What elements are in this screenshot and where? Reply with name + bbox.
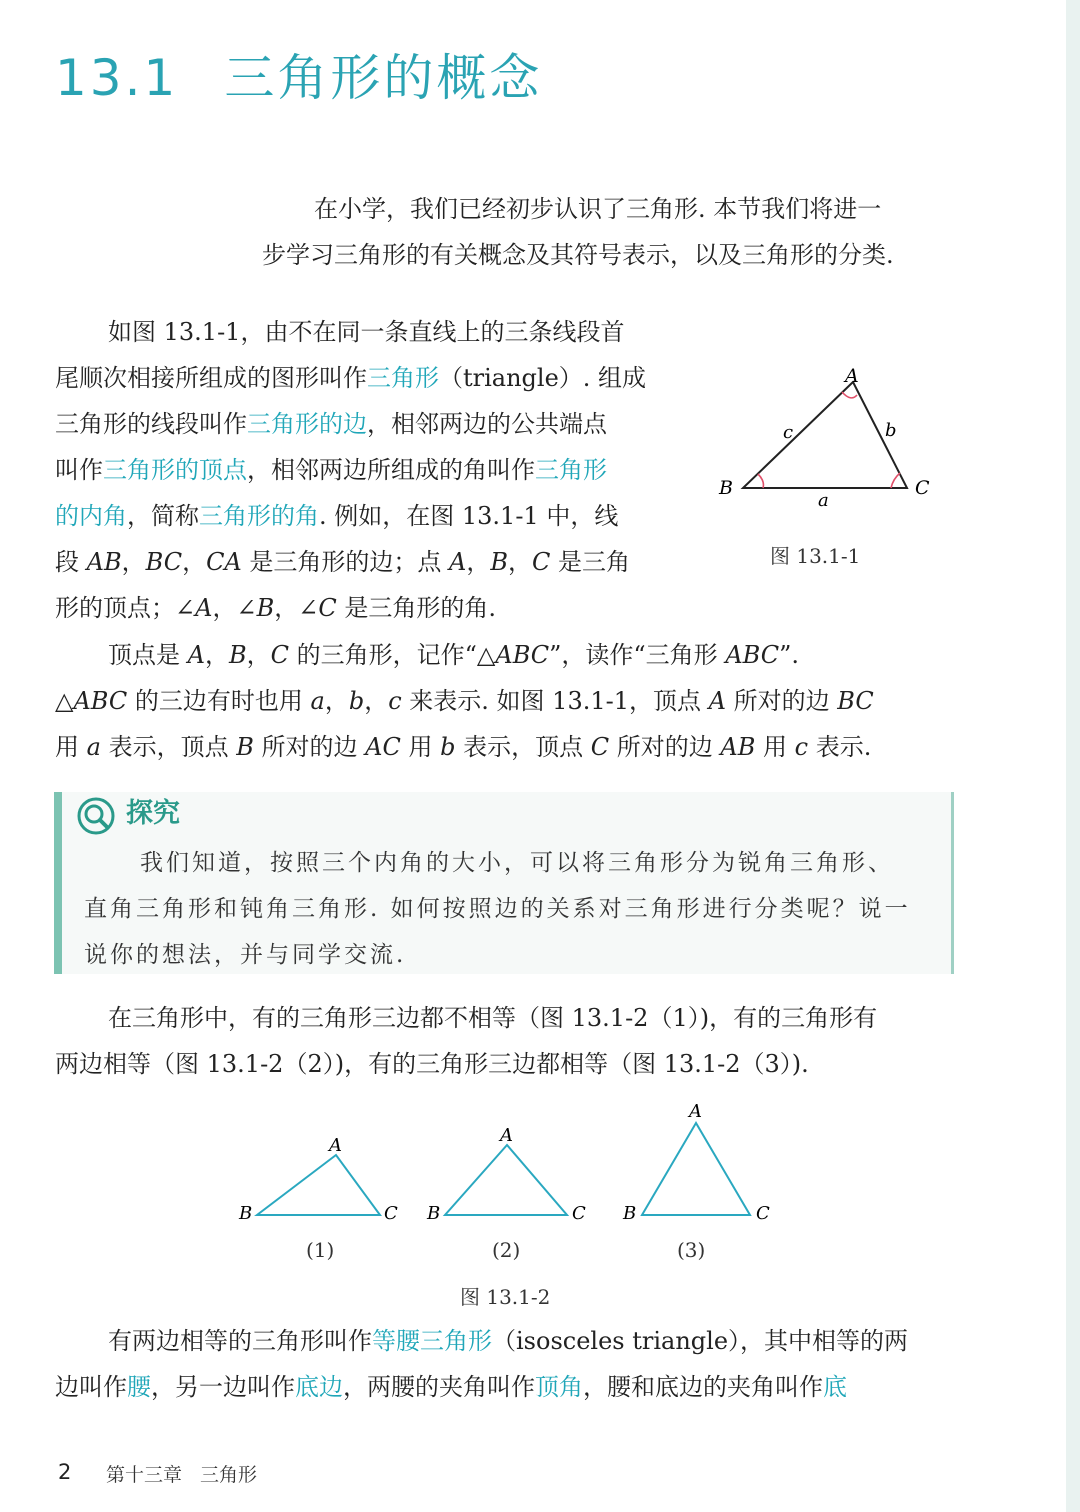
p1-line-1: 如图 13.1-1，由不在同一条直线上的三条线段首: [108, 318, 625, 346]
figure-13-1-1: [705, 360, 955, 510]
p1-line-5: 的内角，简称三角形的角. 例如，在图 13.1-1 中，线: [55, 502, 619, 530]
p4-line-1: 有两边相等的三角形叫作等腰三角形（isosceles triangle），其中相等的两: [108, 1327, 909, 1355]
term-triangle-side: 三角形的边: [247, 410, 367, 438]
intro-line-2: 步学习三角形的有关概念及其符号表示，以及三角形的分类.: [262, 241, 894, 269]
term-vertex-angle: 顶角: [535, 1373, 583, 1401]
side-label-a: a: [818, 490, 829, 510]
p3-line-2: 两边相等（图 13.1-2（2）)，有的三角形三边都相等（图 13.1-2（3）).: [55, 1050, 809, 1078]
p1-line-7: 形的顶点；∠A，∠B，∠C 是三角形的角.: [55, 594, 496, 622]
side-label-b: b: [885, 420, 897, 441]
p3-line-1: 在三角形中，有的三角形三边都不相等（图 13.1-2（1）)，有的三角形有: [108, 1004, 878, 1032]
explore-heading: 探究: [126, 798, 180, 829]
p2-line-3: 用 a 表示，顶点 B 所对的边 AC 用 b 表示，顶点 C 所对的边 AB 用 c 表示.: [55, 733, 872, 761]
magnifier-icon: [76, 796, 116, 836]
vertex-label-a: A: [845, 365, 859, 387]
vertex-label-b: B: [719, 477, 733, 499]
fig2-2-label-a: A: [500, 1125, 513, 1146]
figure-13-1-2-caption: 图 13.1-2: [460, 1285, 551, 1309]
term-triangle-vertex: 三角形的顶点: [103, 456, 247, 484]
fig2-3-label-b: B: [623, 1203, 637, 1224]
fig2-3-label-c: C: [756, 1203, 770, 1224]
triangle-isosceles: [426, 1125, 586, 1224]
fig2-1-label-c: C: [384, 1203, 398, 1224]
fig2-sub-caption-3: (3): [677, 1238, 706, 1262]
p1-line-4: 叫作三角形的顶点，相邻两边所组成的角叫作三角形: [55, 456, 607, 484]
section-number: 13.1: [55, 49, 179, 107]
section-title-text: 三角形的概念: [224, 49, 543, 107]
explore-line-1: 我们知道，按照三个内角的大小，可以将三角形分为锐角三角形、: [140, 850, 894, 876]
section-title: [55, 42, 542, 114]
term-triangle-angle: 三角形的角: [199, 502, 319, 530]
angle-arc-c: [891, 473, 900, 488]
p1-line-3: 三角形的线段叫作三角形的边，相邻两边的公共端点: [55, 410, 607, 438]
explore-line-3: 说你的想法，并与同学交流.: [84, 942, 407, 968]
angle-arc-b: [758, 474, 763, 488]
term-base-angle: 底: [823, 1373, 847, 1401]
explore-box: [54, 792, 954, 974]
angle-arc-a: [842, 392, 857, 398]
chapter-title: 三角形: [200, 1464, 258, 1486]
term-interior-angle-b: 的内角: [55, 502, 127, 530]
figure-13-1-1-caption: 图 13.1-1: [770, 544, 861, 568]
running-footer: [106, 1460, 257, 1487]
fig2-2-label-c: C: [572, 1203, 586, 1224]
side-label-c: c: [783, 422, 794, 443]
p1-line-2: 尾顺次相接所组成的图形叫作三角形（triangle）. 组成: [55, 364, 647, 392]
p4-line-2: 边叫作腰，另一边叫作底边，两腰的夹角叫作顶角，腰和底边的夹角叫作底: [55, 1373, 847, 1401]
term-base: 底边: [295, 1373, 343, 1401]
fig2-sub-caption-1: (1): [306, 1238, 335, 1262]
fig2-1-label-b: B: [239, 1203, 253, 1224]
term-triangle: 三角形: [367, 364, 439, 392]
term-leg: 腰: [127, 1373, 151, 1401]
triangle-scalene: [238, 1135, 398, 1224]
right-margin-band: [1066, 0, 1080, 1512]
figure-13-1-2: [225, 1095, 785, 1225]
fig2-3-label-a: A: [689, 1101, 702, 1122]
vertex-label-c: C: [915, 477, 930, 499]
triangle-abc: [743, 382, 907, 488]
p2-line-1: 顶点是 A，B，C 的三角形，记作“△ABC”，读作“三角形 ABC”.: [108, 641, 799, 669]
page-number: 2: [58, 1460, 72, 1484]
term-interior-angle-a: 三角形: [535, 456, 607, 484]
chapter-label: 第十三章: [106, 1464, 183, 1486]
p1-line-6: 段 AB，BC，CA 是三角形的边；点 A，B，C 是三角: [55, 548, 631, 576]
intro-line-1: 在小学，我们已经初步认识了三角形. 本节我们将进一: [314, 195, 882, 223]
p2-line-2: △ABC 的三边有时也用 a，b，c 来表示. 如图 13.1-1，顶点 A 所对的边 BC: [55, 687, 874, 715]
fig2-1-label-a: A: [329, 1135, 342, 1156]
explore-line-2: 直角三角形和钝角三角形. 如何按照边的关系对三角形进行分类呢？说一: [84, 896, 911, 922]
fig2-2-label-b: B: [427, 1203, 441, 1224]
fig2-sub-caption-2: (2): [492, 1238, 521, 1262]
triangle-equilateral: [622, 1101, 770, 1224]
term-isosceles-triangle: 等腰三角形: [372, 1327, 492, 1355]
